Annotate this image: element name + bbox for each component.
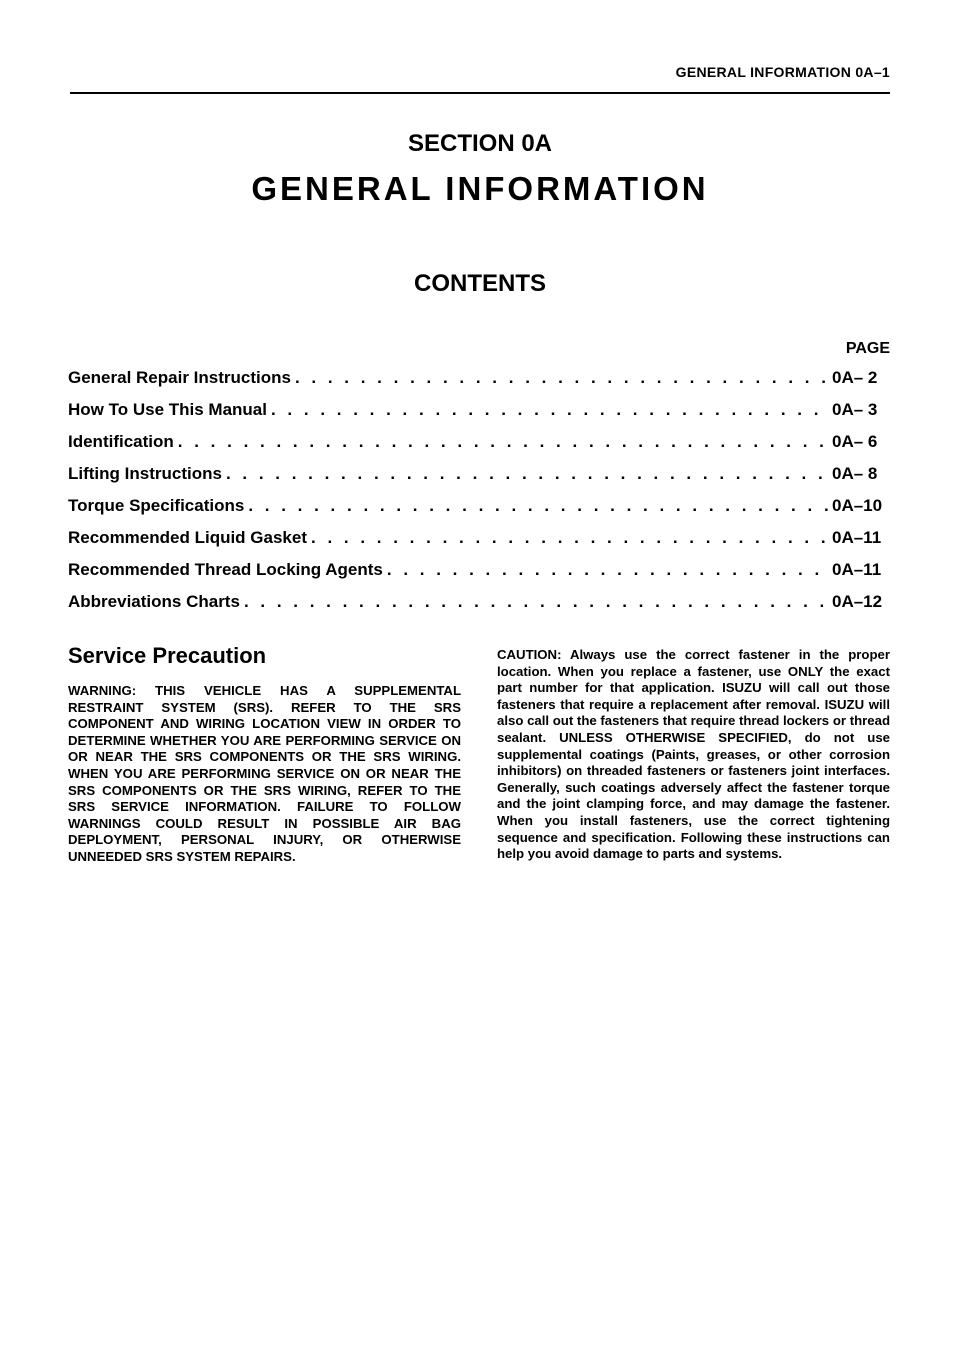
toc-entry-title: How To Use This Manual <box>68 400 267 419</box>
toc-entry[interactable] <box>68 464 888 496</box>
toc-entry-title: Abbreviations Charts <box>68 592 240 611</box>
main-title: GENERAL INFORMATION <box>251 170 709 207</box>
fastener-caution-column <box>497 647 890 863</box>
toc-entry-page: 0A–11 <box>832 560 882 579</box>
toc-dot-leader <box>311 528 828 548</box>
toc-dot-leader <box>248 496 828 516</box>
toc-entry-page: 0A–12 <box>832 592 883 611</box>
table-of-contents <box>68 368 888 624</box>
running-title: GENERAL INFORMATION 0A–1 <box>675 64 890 80</box>
toc-entry[interactable] <box>68 400 888 432</box>
toc-entry-page: 0A– 8 <box>832 464 878 483</box>
toc-dot-leader <box>271 400 828 420</box>
toc-entry[interactable] <box>68 560 888 592</box>
toc-page-column-label: PAGE <box>845 340 890 357</box>
toc-entry-title: General Repair Instructions <box>68 368 291 387</box>
toc-entry-page: 0A– 2 <box>832 368 878 387</box>
toc-entry[interactable] <box>68 592 888 624</box>
toc-entry-page: 0A– 3 <box>832 400 878 419</box>
toc-dot-leader <box>244 592 828 612</box>
toc-entry-page: 0A–10 <box>832 496 883 515</box>
section-title: SECTION 0A <box>407 130 553 157</box>
page-header <box>70 64 890 94</box>
toc-entry-title: Identification <box>68 432 174 451</box>
toc-entry-page: 0A– 6 <box>832 432 878 451</box>
toc-entry[interactable] <box>68 368 888 400</box>
toc-dot-leader <box>295 368 828 388</box>
contents-title: CONTENTS <box>414 270 546 297</box>
toc-entry[interactable] <box>68 528 888 560</box>
toc-entry-page: 0A–11 <box>832 528 882 547</box>
toc-dot-leader <box>226 464 828 484</box>
toc-entry[interactable] <box>68 432 888 464</box>
service-precaution-heading: Service Precaution <box>68 643 267 668</box>
toc-entry-title: Recommended Thread Locking Agents <box>68 560 383 579</box>
toc-entry-title: Lifting Instructions <box>68 464 222 483</box>
toc-dot-leader <box>178 432 828 452</box>
toc-dot-leader <box>387 560 828 580</box>
toc-entry-title: Torque Specifications <box>68 496 245 515</box>
fastener-caution-text: CAUTION: Always use the correct fastener in the proper location. When you replace a fastener, use ONLY the exact part number for that application. ISUZU will call out those fasteners that require a replacement after removal. ISUZU will also call out the fasteners that require thread lockers or thread sealant. UNLESS OTHERWISE SPECIFIED, do not use supplemental coatings (Paints, greases, or other corrosion inhibitors) on threaded fasteners or fasteners joint interfaces. Generally, such coatings adversely affect the fastener torque and the joint clamping force, and may damage the fastener. When you install fasteners, use the correct tightening sequence and specification. Following these instructions can help you avoid damage to parts and systems. <box>497 647 890 862</box>
service-precaution-column <box>68 643 461 866</box>
toc-entry[interactable] <box>68 496 888 528</box>
srs-warning-text: WARNING: THIS VEHICLE HAS A SUPPLEMENTAL RESTRAINT SYSTEM (SRS). REFER TO THE SRS COMPONENT AND WIRING LOCATION VIEW IN ORDER TO DETERMINE WHETHER YOU ARE PERFORMING SERVICE ON OR NEAR THE SRS COMPONENTS OR THE SRS WIRING. WHEN YOU ARE PERFORMING SERVICE ON OR NEAR THE SRS COMPONENTS OR THE SRS WIRING, REFER TO THE SRS SERVICE INFORMATION. FAILURE TO FOLLOW WARNINGS COULD RESULT IN POSSIBLE AIR BAG DEPLOYMENT, PERSONAL INJURY, OR OTHERWISE UNNEEDED SRS SYSTEM REPAIRS. <box>68 683 461 864</box>
toc-entry-title: Recommended Liquid Gasket <box>68 528 307 547</box>
